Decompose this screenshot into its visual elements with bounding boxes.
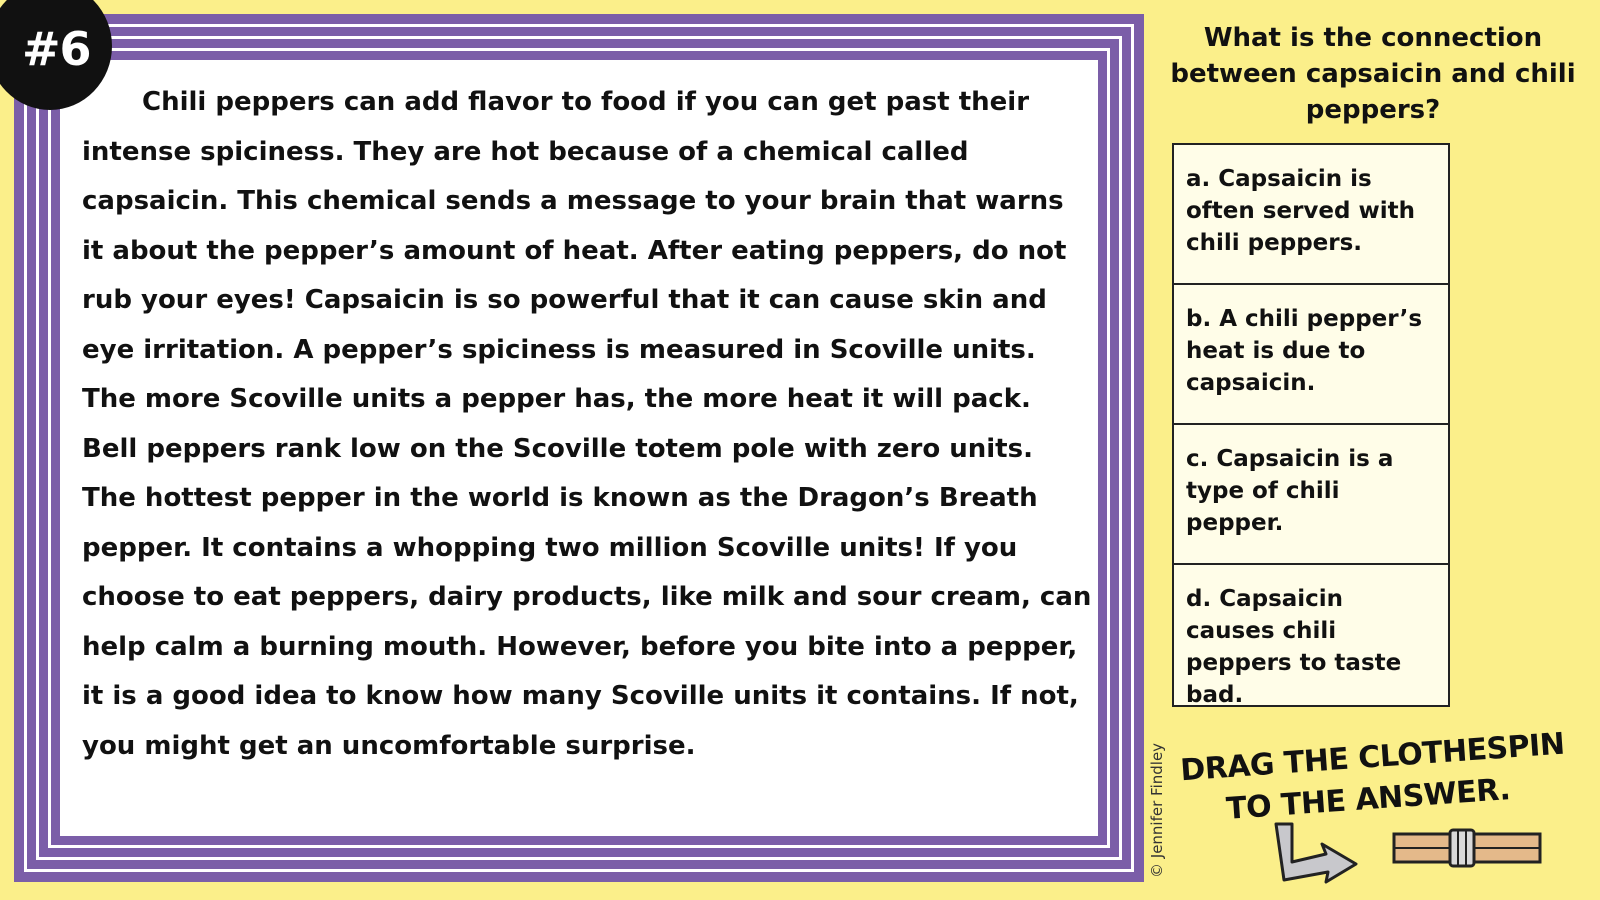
answer-choice-d[interactable] <box>1174 565 1448 708</box>
answer-text: b. A chili pepper’s heat is due to capsaicin. <box>1186 306 1423 396</box>
answer-text: c. Capsaicin is a type of chili pepper. <box>1186 446 1394 536</box>
reading-passage: Chili peppers can add flavor to food if you can get past their intense spiciness. They are hot because of a chemical called capsaicin. This chemical sends a message to your brain that warns it about the pepper’s amount of heat. After eating peppers, do not rub your eyes! Capsaicin is so powerful that it can cause skin and eye irritation. A pepper’s spiciness is measured in Scoville units. The more Scoville units a pepper has, the more heat it will pack. Bell peppers rank low on the Scoville totem pole with zero units. The hottest pepper in the world is known as the Dragon’s Breath pepper. It contains a whopping two million Scoville units! If you choose to eat peppers, dairy products, like milk and sour cream, can help calm a burning mouth. However, before you bite into a pepper, it is a good idea to know how many Scoville units it contains. If not, you might get an uncomfortable surprise. <box>82 87 1092 761</box>
bent-arrow-icon <box>1270 820 1362 884</box>
answer-text: d. Capsaicin causes chili peppers to taste bad. <box>1186 586 1402 708</box>
clothespin-icon[interactable] <box>1392 828 1544 868</box>
answer-text: a. Capsaicin is often served with chili peppers. <box>1186 166 1415 256</box>
instruction-line-1: DRAG THE CLOTHESPIN <box>1179 726 1566 789</box>
question-text: What is the connection between capsaicin and chili peppers? <box>1170 23 1576 125</box>
answer-choice-c[interactable] <box>1174 425 1448 565</box>
answer-choice-b[interactable] <box>1174 285 1448 425</box>
answer-choices <box>1172 143 1450 707</box>
passage-box <box>60 60 1098 836</box>
instruction-line-2: TO THE ANSWER. <box>1225 772 1512 827</box>
answer-choice-a[interactable] <box>1174 145 1448 285</box>
copyright-text: © Jennifer Findley <box>1148 742 1166 878</box>
badge-label: #6 <box>22 22 91 76</box>
passage-frame <box>14 14 1144 882</box>
